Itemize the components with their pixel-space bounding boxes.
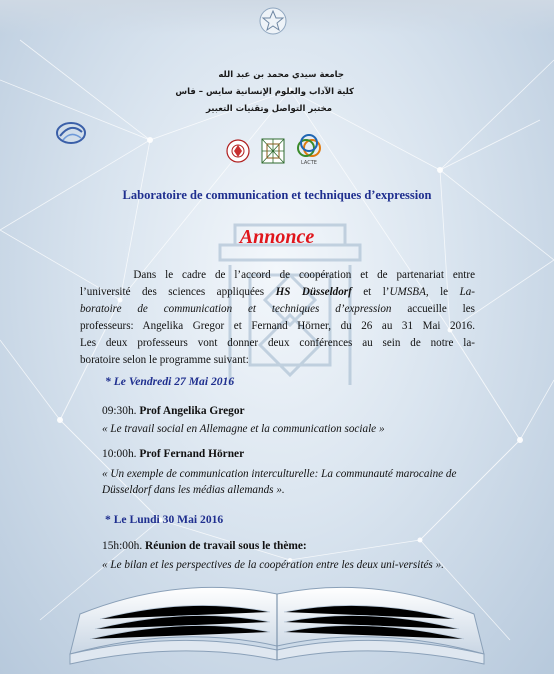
speaker-name: Prof Fernand Hörner — [139, 448, 245, 460]
schedule-item-1 — [102, 405, 245, 417]
announcement-paragraph — [80, 267, 475, 369]
paragraph-text: Dans le cadre de l’accord de coopération et de partenariat entre — [133, 269, 475, 281]
open-book-image — [60, 574, 494, 674]
lab-logo-icon — [298, 135, 320, 166]
schedule-item-3 — [102, 540, 307, 552]
speaker-name: Prof Angelika Gregor — [139, 405, 245, 417]
paragraph-text: professeurs: Angelika Gregor et Fernand Hörner, du 26 au 31 Mai 2016. — [80, 320, 475, 332]
paragraph-text: l’université des sciences appliquées — [80, 286, 276, 298]
paragraph-text: accueille les — [391, 303, 475, 315]
umsba-name: UMSBA — [389, 286, 426, 298]
university-name-arabic: جامعة سيدي محمد بن عبد الله — [218, 70, 344, 80]
paragraph-text: Les deux professeurs vont donner deux conférences au sein de notre la- — [80, 337, 475, 349]
side-logo-icon — [54, 118, 88, 148]
paragraph-line — [80, 301, 475, 318]
meeting-theme: Réunion de travail sous le thème: — [145, 540, 307, 552]
paragraph-line — [80, 267, 475, 284]
day1-heading: * Le Vendredi 27 Mai 2016 — [105, 375, 235, 388]
laboratory-name-arabic: مختبر التواصل وتقنيات التعبير — [206, 104, 332, 114]
university-logo-icon — [227, 140, 249, 162]
schedule-item-2 — [102, 448, 244, 460]
partner-university-name: HS Düsseldorf — [275, 286, 352, 298]
faculty-logo-icon — [262, 139, 284, 163]
talk-title-1: « Le travail social en Allemagne et la communication sociale » — [102, 423, 385, 435]
meeting-title: « Le bilan et les perspectives de la coopération entre les deux uni-versités ». — [102, 559, 444, 571]
item-time: 09:30h. — [102, 405, 140, 417]
paragraph-text: boratoire selon le programme suivant: — [80, 354, 249, 366]
partner-logos — [226, 134, 356, 168]
laboratory-title: Laboratoire de communication et techniques d’expression — [122, 188, 432, 202]
paragraph-line — [80, 318, 475, 335]
announcement-title: Annonce — [239, 226, 315, 248]
item-time: 15h:00h. — [102, 540, 146, 552]
paragraph-text: , le — [425, 286, 460, 298]
item-time: 10:00h. — [102, 448, 140, 460]
university-emblem-icon — [258, 6, 288, 36]
lab-logo-text: LACTE — [301, 160, 317, 166]
paragraph-text: et l’ — [351, 286, 390, 298]
paragraph-line — [80, 335, 475, 352]
faculty-name-arabic: كلية الآداب والعلوم الإنسانية سايس – فاس — [175, 87, 354, 97]
paragraph-line — [80, 284, 475, 301]
paragraph-line — [80, 352, 475, 369]
talk-title-2: « Un exemple de communication interculturelle: La communauté marocaine de Düsseldorf dans les médias allemands ». — [102, 468, 457, 496]
lab-name-part: La- — [459, 286, 475, 298]
day2-heading: * Le Lundi 30 Mai 2016 — [105, 513, 224, 526]
lab-name-part: boratoire de communication et techniques d’expression — [80, 303, 392, 315]
